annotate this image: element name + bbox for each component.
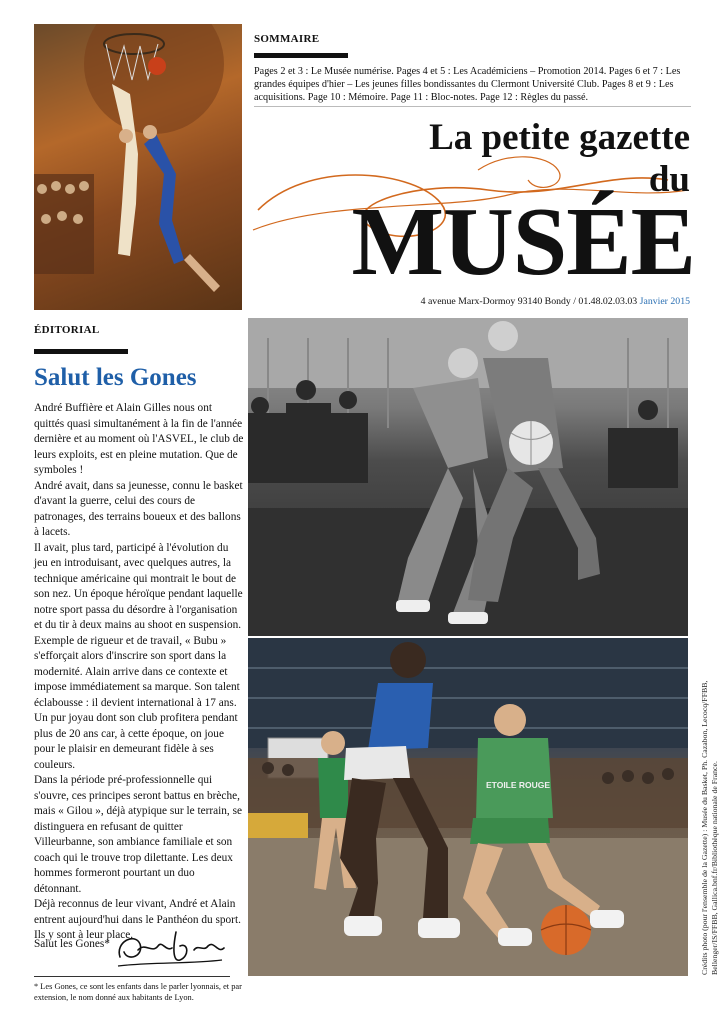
masthead-title-musee: MUSÉE (351, 188, 695, 296)
editorial-paragraph: Exemple de rigueur et de travail, « Bubu » s'efforçait alors d'inscrire son sport dans la modernité. Alain arrive dans ce contexte et impose immédiatement sa marque. Son talent éclabousse : il devient international à 17 ans. Un pur joyau dont son club profitera pendant plus de 20 ans car, à cette époque, on joue pour le plaisir en demeurant fidèle à ses couleurs. (34, 634, 240, 771)
footnote-divider (34, 976, 230, 977)
editorial-heading: ÉDITORIAL (34, 324, 100, 336)
masthead-address: 4 avenue Marx-Dormoy 93140 Bondy / 01.48.02.03.03 (420, 296, 638, 307)
photo-credits: Crédits photo (pour l'ensemble de la Gazette) : Musée du Basket, Ph. Cazabon, Lecocq/FFBB, Bellenger/IS/FFBB, Gallica.bnf.fr/Bibliothèque nationale de France. (700, 680, 719, 975)
masthead-date: Janvier 2015 (639, 296, 690, 307)
jersey-text-green: ETOILE ROUGE (486, 780, 551, 790)
photo-color-basketball (248, 638, 688, 976)
editorial-signoff: Salut les Gones* (34, 938, 110, 950)
editorial-paragraph: Déjà reconnus de leur vivant, André et Alain entrent aujourd'hui dans le Panthéon du sport. Ils y sont à leur place. (34, 898, 241, 941)
sommaire-divider (254, 106, 691, 107)
editorial-body (34, 401, 244, 944)
editorial-paragraph: Il avait, plus tard, participé à l'évolution du jeu en introduisant, avec quelques autres, la technique américaine qui montrait le bout de son nez. Un époque héroïque pendant laquelle notre sport passa du désordre à l'organisation et du tir à deux mains au shoot en suspension. (34, 541, 243, 631)
masthead-address-line (290, 296, 690, 307)
editorial-footnote: * Les Gones, ce sont les enfants dans le parler lyonnais, et par extension, le nom donné aux habitants de Lyon. (34, 982, 242, 1002)
handwritten-signature (110, 922, 230, 972)
sommaire-rule (254, 53, 348, 58)
editorial-rule (34, 349, 128, 354)
editorial-paragraph: Dans la période pré-professionnelle qui s'ouvre, ces principes seront battus en brèche, mais « Gilou », déjà atypique sur le terrain, se distinguera en refusant de quitter Villeurbanne, son ambiance familiale et son coach qui le trouve trop dilettante. Les deux hommes formeront pourtant un duo détonnant. (34, 774, 242, 895)
sommaire-heading: SOMMAIRE (254, 33, 320, 45)
masthead-title-line2: du (648, 159, 690, 200)
sommaire-text: Pages 2 et 3 : Le Musée numérise. Pages 4 et 5 : Les Académiciens – Promotion 2014. Pages 6 et 7 : Les grandes équipes d'hier – Les jeunes filles bondissantes du Clermont Université Club. Pages 8 et 9 : Les acquisitions. Page 10 : Mémoire. Page 11 : Bloc-notes. Page 12 : Règles du passé. (254, 66, 681, 103)
cover-painting (34, 24, 242, 310)
masthead-title-line1: La petite gazette (429, 117, 690, 158)
photo-color-illustration (248, 638, 688, 976)
editorial-paragraph: André avait, dans sa jeunesse, connu le basket d'avant la guerre, celui des cours de patronages, des terrains boueux et des ballons à lacets. (34, 479, 243, 538)
painting-illustration (34, 24, 242, 310)
photo-bw-basketball (248, 318, 688, 636)
photo-bw-illustration (248, 318, 688, 636)
editorial-title: Salut les Gones (34, 364, 197, 391)
editorial-paragraph: André Buffière et Alain Gilles nous ont quittés quasi simultanément à la fin de l'année dernière et au moment où l'ASVEL, le club de leurs exploits, est en pleine mutation. Que de symboles ! (34, 402, 244, 476)
